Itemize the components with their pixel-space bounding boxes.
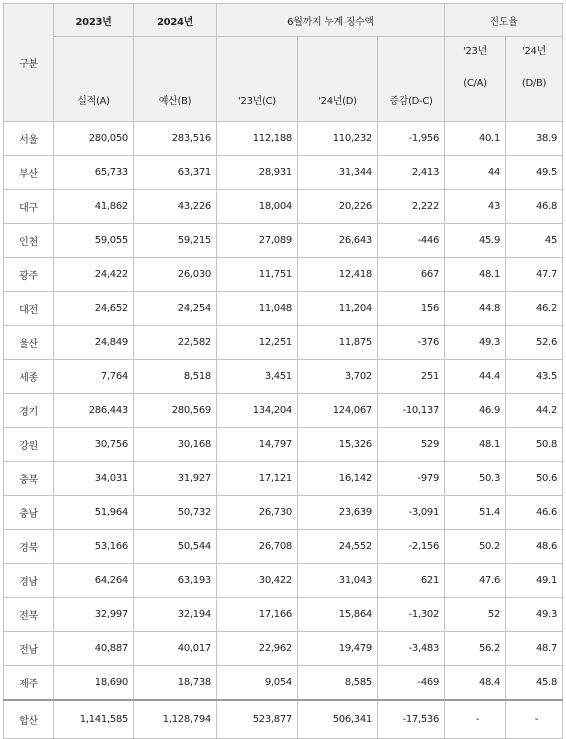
value-cell: 41,862 (54, 190, 134, 224)
value-cell: 59,055 (54, 224, 134, 258)
value-cell: 2,222 (378, 190, 445, 224)
tax-collection-table (3, 3, 563, 739)
region-cell: 전북 (4, 598, 54, 632)
value-cell: 50.2 (445, 530, 506, 564)
value-cell: 26,708 (217, 530, 298, 564)
value-cell: 11,751 (217, 258, 298, 292)
value-cell: 9,054 (217, 666, 298, 701)
value-cell: -3,091 (378, 496, 445, 530)
value-cell: 7,764 (54, 360, 134, 394)
header-progress-23-ratio: (C/A) (463, 78, 487, 89)
value-cell: 53,166 (54, 530, 134, 564)
table-row (4, 462, 563, 496)
value-cell: 23,639 (298, 496, 378, 530)
table-row (4, 564, 563, 598)
value-cell: 11,875 (298, 326, 378, 360)
value-cell: 49.1 (506, 564, 563, 598)
value-cell: 48.6 (506, 530, 563, 564)
value-cell: 47.7 (506, 258, 563, 292)
value-cell: 46.8 (506, 190, 563, 224)
value-cell: 22,582 (134, 326, 217, 360)
value-cell: 134,204 (217, 394, 298, 428)
header-cumulative: 6월까지 누계 징수액 (217, 4, 445, 37)
value-cell: 44.8 (445, 292, 506, 326)
value-cell: 40.1 (445, 122, 506, 156)
value-cell: 20,226 (298, 190, 378, 224)
value-cell: -469 (378, 666, 445, 701)
total-cell: 523,877 (217, 700, 298, 739)
region-cell: 서울 (4, 122, 54, 156)
value-cell: 44 (445, 156, 506, 190)
table-row (4, 190, 563, 224)
value-cell: 8,585 (298, 666, 378, 701)
value-cell: -446 (378, 224, 445, 258)
region-cell: 대구 (4, 190, 54, 224)
region-cell: 울산 (4, 326, 54, 360)
value-cell: 31,927 (134, 462, 217, 496)
header-progress-24-year: '24년 (522, 46, 546, 57)
value-cell: 51,964 (54, 496, 134, 530)
table-row (4, 632, 563, 666)
value-cell: 24,552 (298, 530, 378, 564)
value-cell: 43.5 (506, 360, 563, 394)
header-progress-23-year: '23년 (463, 46, 487, 57)
value-cell: 52 (445, 598, 506, 632)
value-cell: 50.6 (506, 462, 563, 496)
value-cell: 65,733 (54, 156, 134, 190)
value-cell: 50,732 (134, 496, 217, 530)
value-cell: 46.6 (506, 496, 563, 530)
value-cell: 112,188 (217, 122, 298, 156)
value-cell: 56.2 (445, 632, 506, 666)
value-cell: 63,371 (134, 156, 217, 190)
header-budget-b: 예산(B) (134, 37, 217, 122)
value-cell: 28,931 (217, 156, 298, 190)
value-cell: 27,089 (217, 224, 298, 258)
header-c23: '23년(C) (217, 37, 298, 122)
table-row (4, 292, 563, 326)
value-cell: 51.4 (445, 496, 506, 530)
value-cell: 156 (378, 292, 445, 326)
header-actual-a: 실적(A) (54, 37, 134, 122)
table-row (4, 326, 563, 360)
value-cell: 283,516 (134, 122, 217, 156)
value-cell: 286,443 (54, 394, 134, 428)
value-cell: -376 (378, 326, 445, 360)
value-cell: 40,017 (134, 632, 217, 666)
value-cell: 18,690 (54, 666, 134, 701)
value-cell: 50.3 (445, 462, 506, 496)
value-cell: 26,643 (298, 224, 378, 258)
value-cell: 34,031 (54, 462, 134, 496)
header-progress-23 (445, 37, 506, 122)
header-progress-24 (506, 37, 563, 122)
header-d24: '24년(D) (298, 37, 378, 122)
region-cell: 광주 (4, 258, 54, 292)
total-cell: - (445, 700, 506, 739)
region-cell: 대전 (4, 292, 54, 326)
value-cell: 48.1 (445, 258, 506, 292)
value-cell: 49.5 (506, 156, 563, 190)
value-cell: 30,422 (217, 564, 298, 598)
value-cell: 24,254 (134, 292, 217, 326)
table-row (4, 224, 563, 258)
value-cell: 15,326 (298, 428, 378, 462)
value-cell: 49.3 (445, 326, 506, 360)
value-cell: 18,004 (217, 190, 298, 224)
value-cell: 48.7 (506, 632, 563, 666)
value-cell: 50,544 (134, 530, 217, 564)
value-cell: 47.6 (445, 564, 506, 598)
value-cell: 667 (378, 258, 445, 292)
value-cell: 19,479 (298, 632, 378, 666)
value-cell: 31,043 (298, 564, 378, 598)
value-cell: 43,226 (134, 190, 217, 224)
total-cell: 1,128,794 (134, 700, 217, 739)
value-cell: 59,215 (134, 224, 217, 258)
value-cell: 24,652 (54, 292, 134, 326)
region-cell: 전남 (4, 632, 54, 666)
region-cell: 인천 (4, 224, 54, 258)
header-progress-24-ratio: (D/B) (521, 78, 547, 89)
value-cell: 251 (378, 360, 445, 394)
value-cell: 50.8 (506, 428, 563, 462)
value-cell: 38.9 (506, 122, 563, 156)
value-cell: 15,864 (298, 598, 378, 632)
value-cell: 30,168 (134, 428, 217, 462)
value-cell: 52.6 (506, 326, 563, 360)
table-row (4, 156, 563, 190)
value-cell: -3,483 (378, 632, 445, 666)
region-cell: 충남 (4, 496, 54, 530)
value-cell: 43 (445, 190, 506, 224)
value-cell: 621 (378, 564, 445, 598)
value-cell: 8,518 (134, 360, 217, 394)
value-cell: -2,156 (378, 530, 445, 564)
value-cell: 32,997 (54, 598, 134, 632)
value-cell: 280,050 (54, 122, 134, 156)
value-cell: 2,413 (378, 156, 445, 190)
header-2024: 2024년 (134, 4, 217, 37)
value-cell: 46.9 (445, 394, 506, 428)
value-cell: 24,422 (54, 258, 134, 292)
region-cell: 제주 (4, 666, 54, 701)
value-cell: 48.4 (445, 666, 506, 701)
header-diff: 증감(D-C) (378, 37, 445, 122)
total-cell: 506,341 (298, 700, 378, 739)
table-row (4, 598, 563, 632)
table-row (4, 666, 563, 701)
value-cell: 30,756 (54, 428, 134, 462)
value-cell: 49.3 (506, 598, 563, 632)
table-row (4, 428, 563, 462)
value-cell: 3,451 (217, 360, 298, 394)
total-cell: -17,536 (378, 700, 445, 739)
region-cell: 충북 (4, 462, 54, 496)
total-row (4, 700, 563, 739)
value-cell: -979 (378, 462, 445, 496)
value-cell: 32,194 (134, 598, 217, 632)
value-cell: 46.2 (506, 292, 563, 326)
header-category: 구분 (4, 4, 54, 122)
value-cell: 3,702 (298, 360, 378, 394)
header-progress: 진도율 (445, 4, 563, 37)
value-cell: 48.1 (445, 428, 506, 462)
table-row (4, 394, 563, 428)
value-cell: 44.4 (445, 360, 506, 394)
value-cell: 44.2 (506, 394, 563, 428)
value-cell: 11,048 (217, 292, 298, 326)
value-cell: 64,264 (54, 564, 134, 598)
value-cell: 18,738 (134, 666, 217, 701)
value-cell: 280,569 (134, 394, 217, 428)
value-cell: 40,887 (54, 632, 134, 666)
value-cell: 63,193 (134, 564, 217, 598)
value-cell: 14,797 (217, 428, 298, 462)
region-cell: 경북 (4, 530, 54, 564)
value-cell: 11,204 (298, 292, 378, 326)
value-cell: 24,849 (54, 326, 134, 360)
value-cell: -1,956 (378, 122, 445, 156)
table-row (4, 530, 563, 564)
value-cell: 16,142 (298, 462, 378, 496)
value-cell: 529 (378, 428, 445, 462)
value-cell: 12,251 (217, 326, 298, 360)
value-cell: 17,121 (217, 462, 298, 496)
value-cell: 45.8 (506, 666, 563, 701)
region-cell: 부산 (4, 156, 54, 190)
value-cell: 26,730 (217, 496, 298, 530)
region-cell: 세종 (4, 360, 54, 394)
value-cell: 17,166 (217, 598, 298, 632)
value-cell: 124,067 (298, 394, 378, 428)
region-cell: 강원 (4, 428, 54, 462)
value-cell: 26,030 (134, 258, 217, 292)
value-cell: 12,418 (298, 258, 378, 292)
value-cell: 45 (506, 224, 563, 258)
header-2023: 2023년 (54, 4, 134, 37)
table-row (4, 496, 563, 530)
region-cell: 경기 (4, 394, 54, 428)
total-cell: 1,141,585 (54, 700, 134, 739)
value-cell: 110,232 (298, 122, 378, 156)
value-cell: 22,962 (217, 632, 298, 666)
value-cell: 45.9 (445, 224, 506, 258)
value-cell: -1,302 (378, 598, 445, 632)
total-cell: - (506, 700, 563, 739)
total-label: 합산 (4, 700, 54, 739)
table-row (4, 122, 563, 156)
table-row (4, 258, 563, 292)
region-cell: 경남 (4, 564, 54, 598)
table-row (4, 360, 563, 394)
value-cell: -10,137 (378, 394, 445, 428)
value-cell: 31,344 (298, 156, 378, 190)
